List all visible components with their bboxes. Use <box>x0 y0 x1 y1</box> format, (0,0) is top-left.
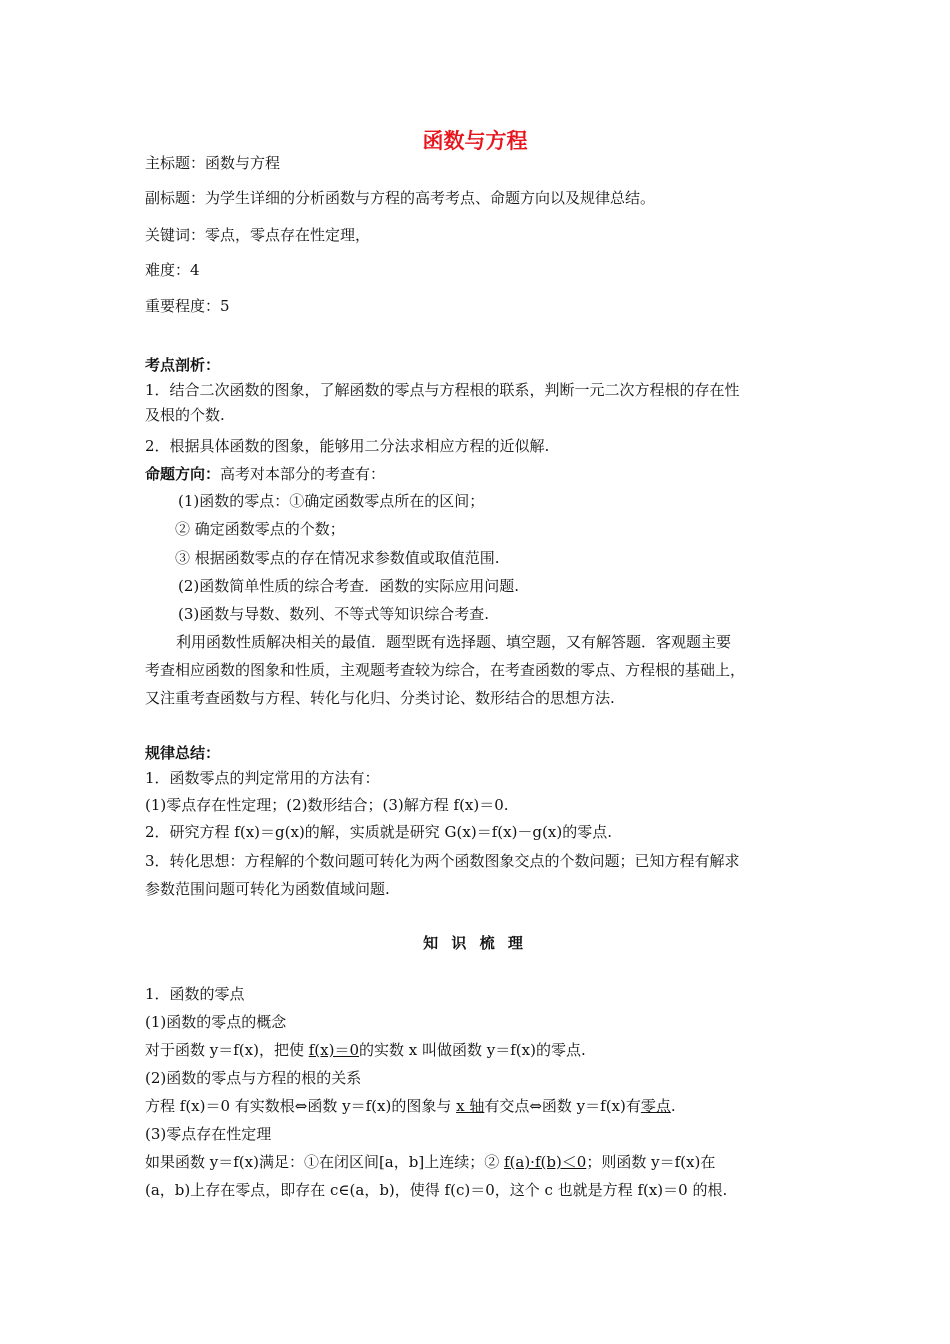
knowledge-line-5-text-a: 方程 f(x)＝0 有实数根⇔函数 y＝f(x)的图象与 <box>145 1097 457 1115</box>
knowledge-line-5-text-c: . <box>670 1097 676 1115</box>
summary-heading: 规律总结： <box>145 744 221 762</box>
knowledge-line-7 <box>145 1152 715 1172</box>
summary-line-1: 1．函数零点的判定常用的方法有： <box>145 769 380 787</box>
difficulty-line: 难度：4 <box>145 261 200 279</box>
knowledge-line-5 <box>145 1096 676 1116</box>
direction-item-1: (1)函数的零点：①确定函数零点所在的区间； <box>178 492 485 510</box>
knowledge-line-6: (3)零点存在性定理 <box>145 1125 272 1143</box>
knowledge-line-4: (2)函数的零点与方程的根的关系 <box>145 1069 362 1087</box>
knowledge-line-3 <box>145 1040 586 1060</box>
direction-item-4: (2)函数简单性质的综合考查．函数的实际应用问题. <box>178 577 520 595</box>
direction-item-2: ② 确定函数零点的个数； <box>175 520 345 538</box>
zero-condition-underlined: f(x)＝0 <box>308 1041 359 1059</box>
sign-condition-underlined: f(a)·f(b)＜0 <box>503 1153 587 1171</box>
direction-heading: 命题方向： <box>145 465 221 483</box>
direction-intro: 高考对本部分的考查有： <box>220 465 386 483</box>
zero-point-underlined: 零点 <box>640 1097 671 1115</box>
direction-item-5: (3)函数与导数、数列、不等式等知识综合考查. <box>178 605 490 623</box>
knowledge-line-5-text-b: 有交点⇔函数 y＝f(x)有 <box>484 1097 641 1115</box>
summary-line-3: 2．研究方程 f(x)＝g(x)的解，实质就是研究 G(x)＝f(x)－g(x)的零点. <box>145 823 612 841</box>
knowledge-line-3-text-a: 对于函数 y＝f(x)，把使 <box>145 1041 309 1059</box>
knowledge-line-8: (a，b)上存在零点，即存在 c∈(a，b)，使得 f(c)＝0，这个 c 也就是方程 f(x)＝0 的根. <box>145 1181 728 1199</box>
analysis-point-1b: 及根的个数. <box>145 406 225 424</box>
subtitle-line: 副标题：为学生详细的分析函数与方程的高考考点、命题方向以及规律总结。 <box>145 189 656 207</box>
summary-line-2: (1)零点存在性定理；(2)数形结合；(3)解方程 f(x)＝0. <box>145 796 509 814</box>
direction-paragraph-2: 考查相应函数的图象和性质，主观题考查较为综合，在考查函数的零点、方程根的基础上， <box>145 661 746 679</box>
knowledge-line-7-text-a: 如果函数 y＝f(x)满足：①在闭区间[a，b]上连续；② <box>145 1153 504 1171</box>
direction-item-3: ③ 根据函数零点的存在情况求参数值或取值范围. <box>175 549 500 567</box>
importance-line: 重要程度：5 <box>145 297 230 315</box>
main-title-line: 主标题：函数与方程 <box>145 154 281 172</box>
knowledge-line-2: (1)函数的零点的概念 <box>145 1013 287 1031</box>
knowledge-line-1: 1．函数的零点 <box>145 985 245 1003</box>
analysis-point-1a: 1．结合二次函数的图象，了解函数的零点与方程根的联系，判断一元二次方程根的存在性 <box>145 381 740 399</box>
knowledge-line-7-text-b: ；则函数 y＝f(x)在 <box>586 1153 716 1171</box>
analysis-heading: 考点剖析： <box>145 356 221 374</box>
direction-paragraph-1: 利用函数性质解决相关的最值．题型既有选择题、填空题，又有解答题．客观题主要 <box>176 633 732 651</box>
knowledge-heading: 知 识 梳 理 <box>423 934 527 952</box>
analysis-point-2: 2．根据具体函数的图象，能够用二分法求相应方程的近似解. <box>145 437 550 455</box>
knowledge-line-3-text-b: 的实数 x 叫做函数 y＝f(x)的零点. <box>359 1041 586 1059</box>
x-axis-underlined: x 轴 <box>456 1097 485 1115</box>
summary-line-4: 3．转化思想：方程解的个数问题可转化为两个函数图象交点的个数问题；已知方程有解求 <box>145 852 740 870</box>
summary-line-5: 参数范围问题可转化为函数值域问题. <box>145 880 390 898</box>
keywords-line: 关键词：零点，零点存在性定理， <box>145 226 371 244</box>
direction-paragraph-3: 又注重考查函数与方程、转化与化归、分类讨论、数形结合的思想方法. <box>145 689 615 707</box>
document-title: 函数与方程 <box>422 129 528 153</box>
direction-line <box>145 464 385 484</box>
